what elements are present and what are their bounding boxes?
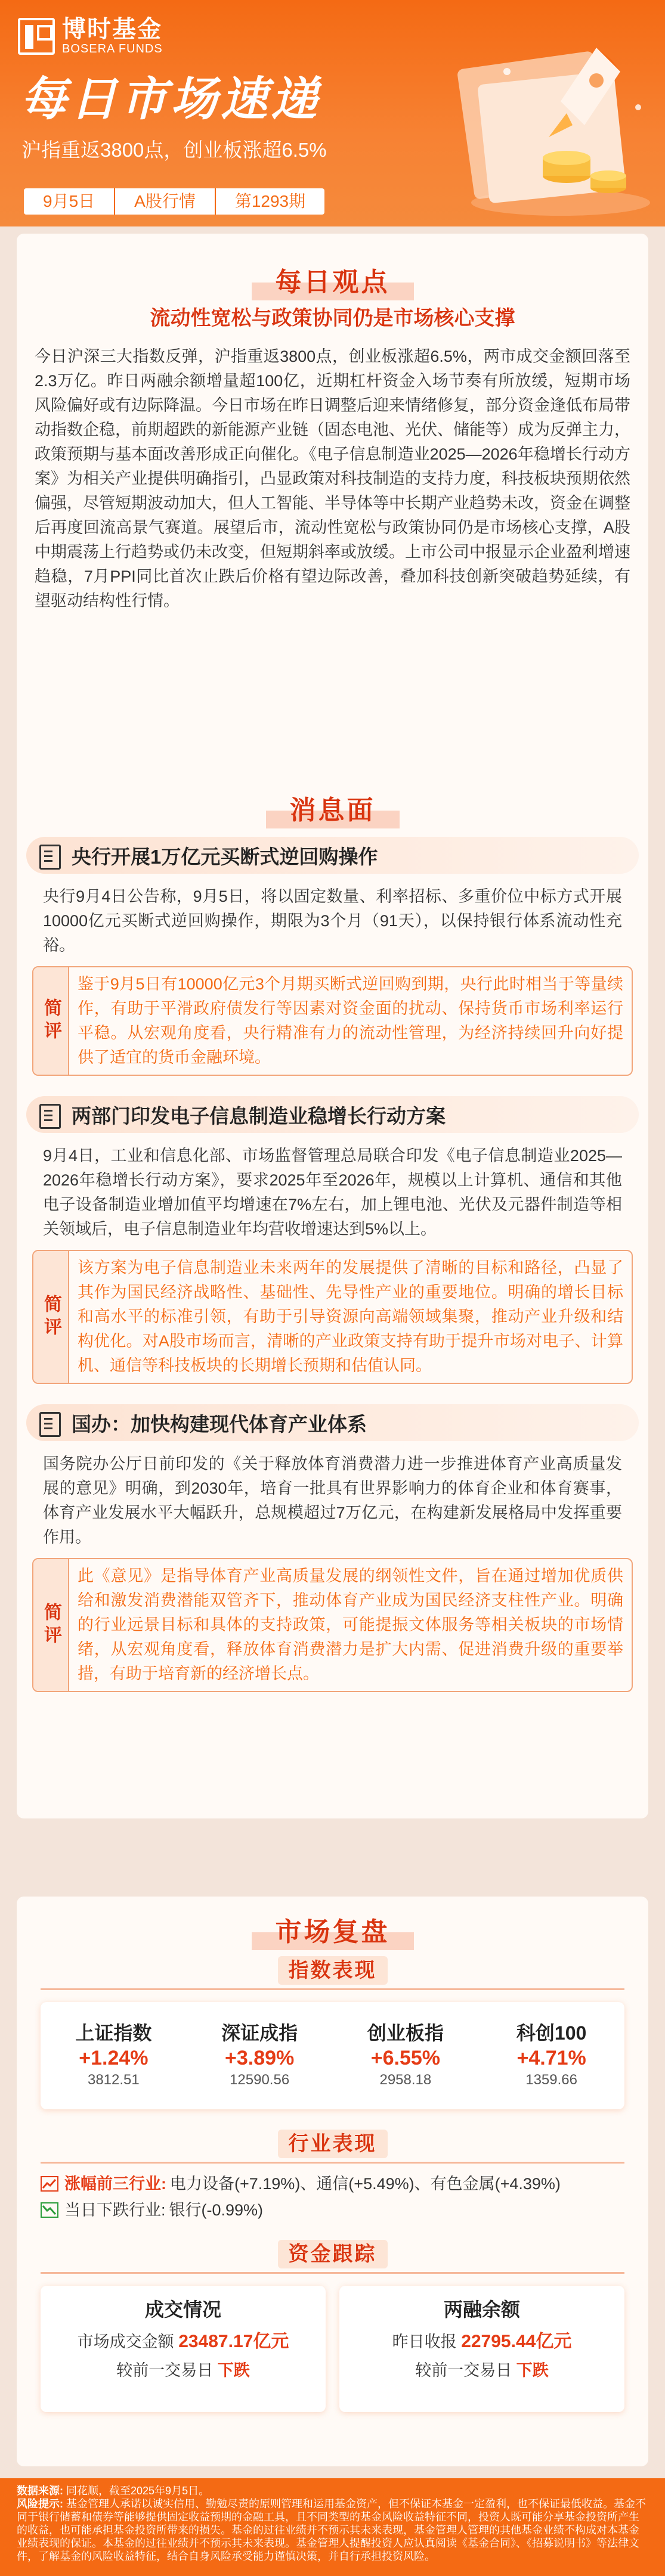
market-review-title: 市场复盘	[252, 1914, 414, 1950]
index-value: 3812.51	[87, 2072, 140, 2088]
turnover-title: 成交情况	[144, 2299, 221, 2320]
news-item-3-body: 国务院办公厅日前印发的《关于释放体育消费潜力进一步推进体育产业高质量发展的意见》明确，到2030年，培育一批具有世界影响力的体育企业和体育赛事，体育产业发展水平大幅跃升，总规模超过7万亿元，在构建新发展格局中发挥重要作用。	[43, 1455, 622, 1546]
news-item-3-comment	[32, 1558, 633, 1692]
turnover-label: 市场成交金额	[77, 2333, 174, 2351]
fund-tracking-boxes	[41, 2286, 624, 2412]
index-change: +6.55%	[370, 2047, 440, 2069]
data-source-text: 同花顺，截至2025年9月5日。	[66, 2485, 210, 2497]
market-review-card	[17, 1897, 648, 2466]
brand-name-cn: 博时基金	[62, 16, 162, 42]
divider	[41, 2162, 624, 2164]
news-item-3-header	[26, 1404, 639, 1441]
news-card	[17, 778, 648, 1818]
comment-label: 简评	[33, 967, 69, 1075]
news-document-icon	[37, 1101, 63, 1128]
margin-direction: 下跌	[516, 2361, 549, 2379]
news-item-3-title: 国办：加快构建现代体育产业体系	[72, 1413, 367, 1435]
index-chinext	[340, 2021, 471, 2109]
margin-box	[339, 2286, 624, 2412]
daily-view-card	[17, 234, 648, 793]
news-document-icon	[37, 1410, 63, 1436]
news-item-2-header	[26, 1096, 639, 1133]
index-value: 1359.66	[525, 2072, 577, 2088]
index-change: +1.24%	[79, 2047, 149, 2069]
margin-line	[339, 2329, 624, 2355]
comment-label: 简评	[33, 1559, 69, 1691]
news-item-1-body: 央行9月4日公告称，9月5日，将以固定数量、利率招标、多重价位中标方式开展10000亿元买断式逆回购操作，期限为3个月（91天），以保持银行体系流动性充裕。	[43, 887, 622, 954]
index-value: 12590.56	[230, 2072, 290, 2088]
news-item-3-comment-text: 此《意见》是指导体育产业高质量发展的纲领性文件，旨在通过增加优质供给和激发消费潜能双管齐下，推动体育产业成为国民经济支柱性产业。明确的行业远景目标和具体的支持政策，可能提振文体服务等相关板块的市场情绪，从宏观角度看，释放体育消费潜力是扩大内需、促进消费升级的重要举措，有助于培育新的经济增长点。	[78, 1567, 623, 1683]
page-title: 每日市场速递	[20, 73, 321, 125]
top-sectors-label: 涨幅前三行业:	[64, 2175, 166, 2193]
divider	[41, 2272, 624, 2274]
index-change: +4.71%	[516, 2047, 586, 2069]
margin-compare-line	[339, 2357, 624, 2383]
index-name: 科创100	[516, 2022, 587, 2044]
page-subtitle: 沪指重返3800点，创业板涨超6.5%	[21, 139, 327, 161]
risk-line	[17, 2497, 648, 2563]
comment-label: 简评	[33, 1251, 69, 1383]
news-item-2-comment-text: 该方案为电子信息制造业未来两年的发展提供了清晰的目标和路径，凸显了其作为国民经济战略性、基础性、先导性产业的重要地位。明确的增长目标和高水平的标准引领，有助于引导资源向高端领域集聚，推动产业升级和结构优化。对A股市场而言，清晰的产业政策支持有助于提升市场对电子、计算机、通信等科技板块的长期增长预期和估值认同。	[78, 1259, 623, 1374]
news-item-2-title: 两部门印发电子信息制造业稳增长行动方案	[72, 1104, 446, 1127]
category-tag: A股行情	[115, 188, 216, 215]
daily-view-headline: 流动性宽松与政策协同仍是市场核心支撑	[150, 307, 515, 330]
index-performance-title: 指数表现	[278, 1956, 388, 1985]
risk-label: 风险提示:	[17, 2498, 63, 2510]
brand-name-en: BOSERA FUNDS	[62, 42, 163, 55]
issue-tag: 第1293期	[234, 192, 306, 210]
risk-text: 基金管理人承诺以诚实信用、勤勉尽责的原则管理和运用基金资产，但不保证本基金一定盈利，也不保证最低收益。基金不同于银行储蓄和债券等能够提供固定收益预期的金融工具，且不同类型的基金风险收益特征不同，投资人既可能分享基金投资所产生的收益，也可能承担基金投资所带来的损失。基金的过往业绩并不预示其未来表现，基金管理人管理的其他基金业绩不构成对本基金业绩表现的保证。本基金的过往业绩并不预示其未来表现。基金管理人提醒投资人应认真阅读《基金合同》、《招募说明书》等法律文件，了解基金的风险收益特征，结合自身风险承受能力谨慎决策，并自行承担投资风险。	[17, 2498, 647, 2562]
rocket-coins-illustration-icon	[417, 36, 656, 221]
margin-compare: 较前一交易日	[415, 2361, 512, 2379]
header-banner	[0, 0, 665, 226]
footer-disclaimer	[0, 2478, 665, 2576]
news-item-2-comment	[32, 1250, 633, 1384]
index-change: +3.89%	[224, 2047, 295, 2069]
index-name: 创业板指	[367, 2022, 444, 2044]
index-performance-box	[41, 2002, 624, 2109]
bosera-logo-icon	[18, 18, 55, 55]
index-name: 上证指数	[75, 2022, 152, 2044]
news-item-1-title: 央行开展1万亿元买断式逆回购操作	[72, 845, 378, 868]
down-sectors-text: 银行(-0.99%)	[169, 2201, 264, 2219]
news-document-icon	[37, 842, 63, 868]
date-tag: 9月5日	[24, 188, 115, 215]
data-source-label: 数据来源:	[17, 2485, 63, 2497]
top-sectors-text: 电力设备(+7.19%)、通信(+5.49%)、有色金属(+4.39%)	[170, 2175, 561, 2193]
index-value: 2958.18	[379, 2072, 432, 2088]
fund-tracking-title: 资金跟踪	[278, 2240, 388, 2268]
news-section-title: 消息面	[266, 793, 400, 828]
turnover-compare-line	[41, 2357, 326, 2383]
turnover-line	[41, 2329, 326, 2355]
down-sectors-label: 当日下跌行业:	[64, 2201, 166, 2219]
turnover-direction: 下跌	[217, 2361, 250, 2379]
margin-title: 两融余额	[443, 2299, 520, 2320]
data-source-line	[17, 2484, 648, 2497]
turnover-box	[41, 2286, 326, 2412]
brand	[18, 17, 163, 56]
divider	[41, 1988, 624, 1990]
index-name: 深证成指	[221, 2022, 298, 2044]
news-item-1-header	[26, 837, 639, 874]
index-sh	[48, 2021, 179, 2109]
turnover-compare: 较前一交易日	[116, 2361, 214, 2379]
top-sectors-row	[17, 2171, 648, 2197]
index-star100	[486, 2021, 617, 2109]
news-item-2-body: 9月4日，工业和信息化部、市场监督管理总局联合印发《电子信息制造业2025—2026年稳增长行动方案》，要求2025年至2026年，规模以上计算机、通信和其他电子设备制造业增加值平均增速在7%左右，加上锂电池、光伏及元器件制造等相关领域后，电子信息制造业年均营收增速达到5%以上。	[43, 1147, 622, 1238]
header-tags	[24, 188, 324, 215]
daily-view-body: 今日沪深三大指数反弹，沪指重返3800点，创业板涨超6.5%，两市成交金额回落至2.3万亿。昨日两融余额增量超100亿，近期杠杆资金入场节奏有所放缓，短期市场风险偏好或有边际降温。今日市场在昨日调整后迎来情绪修复，部分资金逢低布局带动指数企稳，前期超跌的新能源产业链（固态电池、光伏、储能等）成为反弹主力，政策预期与基本面改善形成正向催化。《电子信息制造业2025—2026年稳增长行动方案》为相关产业提供明确指引，凸显政策对科技制造的支持力度，科技板块预期依然偏强，尽管短期波动加大，但人工智能、半导体等中长期产业趋势未改，资金在调整后再度回流高景气赛道。展望后市，流动性宽松与政策协同仍是市场核心支撑，A股中期震荡上行趋势或仍未改变，但短期斜率或放缓。上市公司中报显示企业盈利增速趋稳，7月PPI同比首次止跌后价格有望边际改善，叠加科技创新突破趋势延续，有望驱动结构性行情。	[35, 347, 630, 610]
down-sectors-row	[17, 2197, 648, 2223]
news-item-1-comment-text: 鉴于9月5日有10000亿元3个月期买断式逆回购到期，央行此时相当于等量续作，有助于平滑政府债发行等因素对资金面的扰动、保持货币市场利率运行平稳。从宏观角度看，央行精准有力的流动性管理，为经济持续回升向好提供了适宜的货币金融环境。	[78, 975, 623, 1066]
trend-up-icon	[41, 2176, 58, 2192]
news-item-1-comment	[32, 966, 633, 1076]
sector-performance-title: 行业表现	[278, 2130, 388, 2158]
turnover-value: 23487.17亿元	[178, 2332, 289, 2351]
margin-value: 22795.44亿元	[461, 2332, 572, 2351]
index-sz	[194, 2021, 325, 2109]
daily-view-title: 每日观点	[252, 265, 414, 300]
trend-down-icon	[41, 2202, 58, 2218]
margin-label: 昨日收报	[392, 2333, 457, 2351]
